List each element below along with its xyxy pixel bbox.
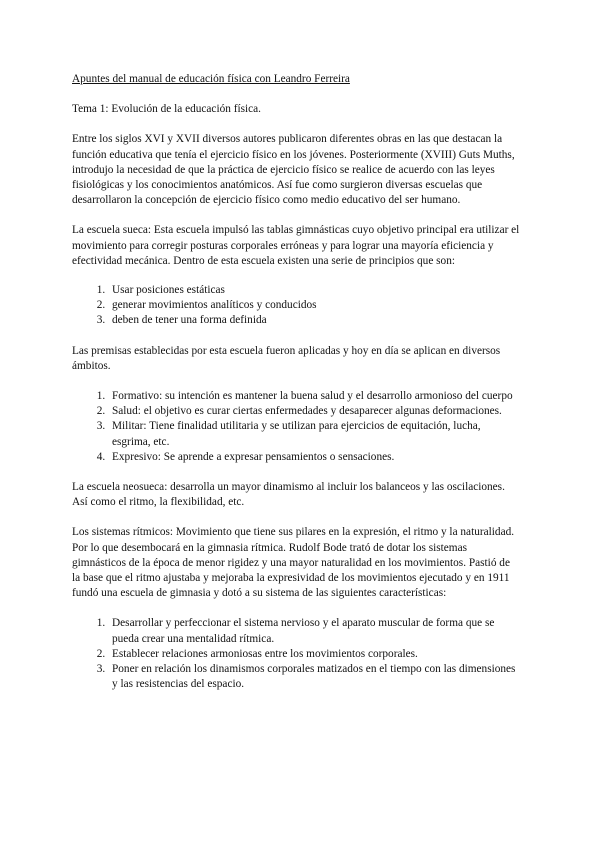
list-item: 4. Expresivo: Se aprende a expresar pensamientos o sensaciones. [108, 450, 520, 465]
list-item: 1. Usar posiciones estáticas [108, 283, 520, 298]
list-item: 2. Establecer relaciones armoniosas entre los movimientos corporales. [108, 647, 520, 662]
list-item: 3. Militar: Tiene finalidad utilitaria y se utilizan para ejercicios de equitación, lucha, esgrima, etc. [108, 419, 520, 449]
escuela-sueca-paragraph: La escuela sueca: Esta escuela impulsó las tablas gimnásticas cuyo objetivo principal era utilizar el movimiento para corregir posturas corporales erróneas y para lograr una mayoría eficiencia y efectividad mecánica. Dentro de esta escuela existen una serie de principios que son: [72, 224, 520, 267]
list-item: 1. Formativo: su intención es mantener la buena salud y el desarrollo armonioso del cuerpo [108, 389, 520, 404]
list-item: 1. Desarrollar y perfeccionar el sistema nervioso y el aparato muscular de forma que se pueda crear una mentalidad rítmica. [108, 616, 520, 646]
ambitos-list [72, 389, 520, 465]
list-item: 3. Poner en relación los dinamismos corporales matizados en el tiempo con las dimensiones y las resistencias del espacio. [108, 662, 520, 692]
escuela-neosueca-paragraph: La escuela neosueca: desarrolla un mayor dinamismo al incluir los balanceos y las oscilaciones. Así como el ritmo, la flexibilidad, etc. [72, 481, 505, 509]
topic-heading: Tema 1: Evolución de la educación física. [72, 103, 261, 116]
list-item: 2. Salud: el objetivo es curar ciertas enfermedades y desaparecer algunas deformaciones. [108, 404, 520, 419]
premisas-paragraph: Las premisas establecidas por esta escuela fueron aplicadas y hoy en día se aplican en diversos ámbitos. [72, 344, 501, 372]
intro-paragraph: Entre los siglos XVI y XVII diversos autores publicaron diferentes obras en las que destacan la función educativa que tenía el ejercicio físico en los jóvenes. Posteriormente (XVIII) Guts Muths, introdujo la necesidad de que la práctica de ejercicio físico se realice de acuerdo con las leyes fisiológicas y los conocimientos anatómicos. Así fue como surgieron diversas escuelas que desarrollaron la concepción de ejercicio físico como medio educativo del ser humano. [72, 133, 515, 207]
list-item: 3. deben de tener una forma definida [108, 313, 520, 328]
sistemas-ritmicos-paragraph: Los sistemas rítmicos: Movimiento que tiene sus pilares en la expresión, el ritmo y la naturalidad. Por lo que desembocará en la gimnasia rítmica. Rudolf Bode trató de dotar los sistemas gimnásticos de la época de menor rigidez y una mayor naturalidad en los movimientos. Pastió de la base que el ritmo ajustaba y mejoraba la expresividad de los movimientos ejecutado y en 1911 fundó una escuela de gimnasia y dotó a su sistema de las siguientes características: [72, 526, 515, 600]
document-body [72, 72, 520, 708]
principios-list [72, 283, 520, 329]
document-title: Apuntes del manual de educación física con Leandro Ferreira [72, 73, 350, 85]
caracteristicas-list [72, 616, 520, 692]
list-item: 2. generar movimientos analíticos y conducidos [108, 298, 520, 313]
